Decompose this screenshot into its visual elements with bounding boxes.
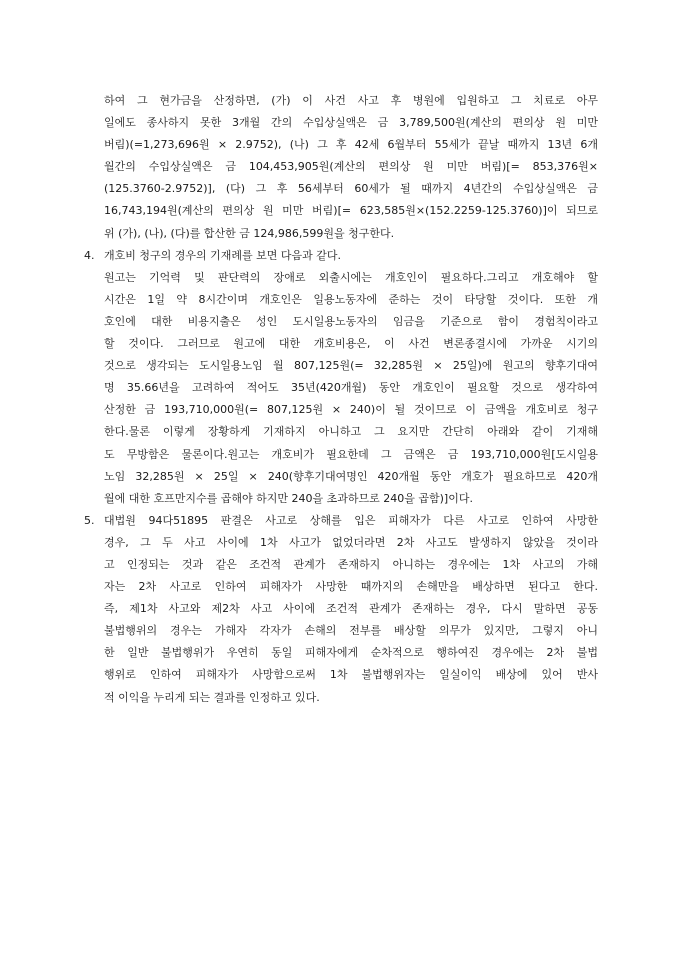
item-number: 4. [84, 248, 95, 262]
document-body [84, 90, 598, 709]
list-item-4 [84, 245, 598, 510]
text-line: (125.3760-2.9752)], (다) 그 후 56세부터 60세가 될 때까지 4년간의 수입상실액은 금 [104, 182, 598, 196]
text-line: 한다.물론 이렇게 장황하게 기재하지 아니하고 그 요지만 간단히 아래와 같이 기재해 [104, 425, 598, 439]
text-line: 자는 2차 사고로 인하여 피해자가 사망한 때까지의 손해만을 배상하면 된다고 한다. [104, 580, 598, 594]
text-line: 즉, 제1차 사고와 제2차 사고 사이에 조건적 관계가 존재하는 경우, 다시 말하면 공동 [104, 602, 598, 616]
text-line: 명 35.66년을 고려하여 적어도 35년(420개월) 동안 개호인이 필요할 것으로 생각하여 [104, 381, 598, 395]
text-line: 개호비 청구의 경우의 기재례를 보면 다음과 같다. [104, 248, 341, 262]
text-line: 하여 그 현가금을 산정하면, (가) 이 사건 사고 후 병원에 입원하고 그 치료로 아무 [104, 94, 598, 107]
list-item-5 [84, 510, 598, 709]
text-line: 산정한 금 193,710,000원(= 807,125원 × 240)이 될 것이므로 이 금액을 개호비로 청구 [104, 403, 598, 417]
text-line: 위 (가), (나), (다)를 합산한 금 124,986,599원을 청구한다. [104, 226, 395, 240]
text-line: 고 인정되는 것과 같은 조건적 관계가 존재하지 아니하는 경우에는 1차 사고의 가해 [104, 557, 598, 571]
text-line: 일에도 종사하지 못한 3개월 간의 수입상실액은 금 3,789,500원(계산의 편의상 원 미만 [104, 116, 598, 130]
text-line: 원고는 기억력 및 판단력의 장애로 외출시에는 개호인이 필요하다.그리고 개호해야 할 [104, 270, 598, 284]
item-number: 5. [84, 513, 95, 527]
text-line: 행위로 인하여 피해자가 사망함으로써 1차 불법행위자는 일실이익 배상에 있어 반사 [104, 668, 598, 682]
text-line: 16,743,194원(계산의 편의상 원 미만 버림)[= 623,585원×(152.2259-125.3760)]이 되므로 [104, 204, 598, 218]
text-line: 노임 32,285원 × 25일 × 240(향후기대여명인 420개월 동안 개호가 필요하므로 420개 [104, 469, 598, 483]
text-line: 도 무방함은 물론이다.원고는 개호비가 필요한데 그 금액은 금 193,710,000원[도시일용 [104, 447, 598, 461]
text-line: 월에 대한 호프만지수를 곱해야 하지만 240을 초과하므로 240을 곱함)]이다. [104, 491, 473, 505]
text-line: 버림)(=1,273,696원 × 2.9752), (나) 그 후 42세 6월부터 55세가 끝날 때까지 13년 6개 [104, 138, 598, 152]
text-line: 한 일반 불법행위가 우연히 동일 피해자에게 순차적으로 행하여진 경우에는 2차 불법 [104, 646, 598, 660]
item-body [84, 245, 598, 510]
paragraph-continuation [84, 90, 598, 245]
text-line: 호인에 대한 비용지출은 성인 도시일용노동자의 임금을 기준으로 함이 경험칙이라고 [104, 314, 598, 328]
text-line: 할 것이다. 그러므로 원고에 대한 개호비용은, 이 사건 변론종결시에 가까운 시기의 [104, 337, 598, 351]
text-line: 대법원 94다51895 판결은 사고로 상해를 입은 피해자가 다른 사고로 인하여 사망한 [104, 513, 598, 527]
text-line: 것으로 생각되는 도시일용노임 월 807,125원(= 32,285원 × 25일)에 원고의 향후기대여 [104, 359, 598, 373]
text-line: 불법행위의 경우는 가해자 각자가 손해의 전부를 배상할 의무가 있지만, 그렇지 아니 [104, 624, 598, 638]
text-line: 적 이익을 누리게 되는 결과를 인정하고 있다. [104, 690, 320, 704]
text-line: 시간은 1일 약 8시간이며 개호인은 일용노동자에 준하는 것이 타당할 것이다. 또한 개 [104, 292, 598, 306]
text-line: 경우, 그 두 사고 사이에 1차 사고가 없었더라면 2차 사고도 발생하지 않았을 것이라 [104, 535, 598, 549]
text-line: 월간의 수입상실액은 금 104,453,905원(계산의 편의상 원 미만 버림)[= 853,376원× [104, 160, 598, 174]
item-body [84, 510, 598, 709]
